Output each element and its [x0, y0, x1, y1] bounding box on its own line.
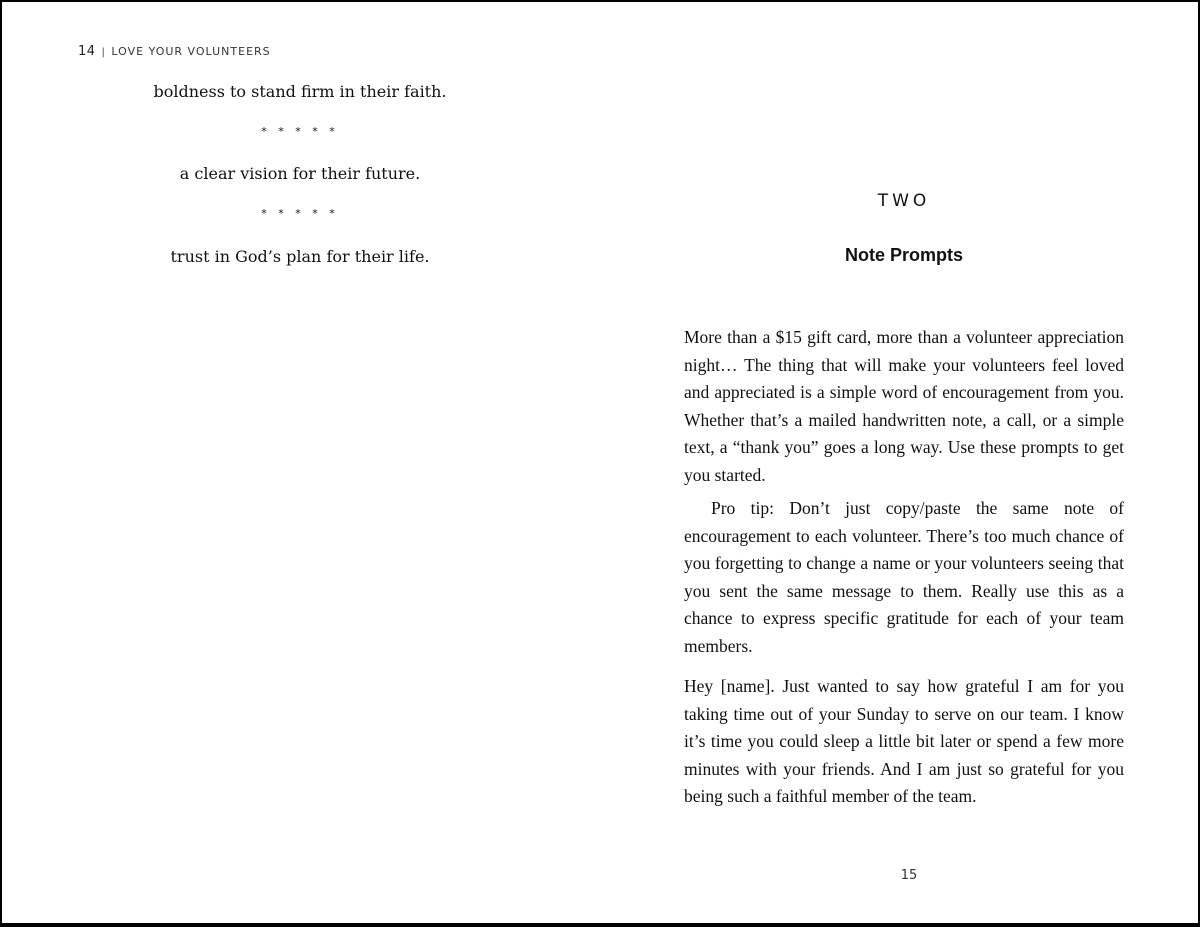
- header-page-number: 14: [78, 44, 96, 59]
- body-paragraph-prompt: Hey [name]. Just wanted to say how grateful I am for you taking time out of your Sunday to serve on our team. I know it’s time you could sleep a little bit later or spend a few more minutes with your friends. And I am just so grateful for you being such a faithful member of the team.: [684, 676, 1124, 806]
- prayer-line-3: trust in God’s plan for their life.: [170, 247, 430, 266]
- body-paragraph-intro: More than a $15 gift card, more than a volunteer appreciation night… The thing that will make your volunteers feel loved and appreciated is a simple word of encouragement from you. Whether that’s a mailed handwritten note, a call, or a simple text, a “thank you” goes a long way. Use these prompts to get you started.: [684, 327, 1124, 485]
- header-separator: |: [101, 47, 106, 58]
- section-divider-2: * * * * *: [261, 207, 339, 220]
- prayer-line-2: a clear vision for their future.: [179, 164, 421, 183]
- prayer-line-1: boldness to stand firm in their faith.: [153, 82, 447, 101]
- header-book-title: LOVE YOUR VOLUNTEERS: [111, 45, 271, 58]
- section-divider-1: * * * * *: [261, 125, 339, 138]
- body-paragraph-pro-tip: Pro tip: Don’t just copy/paste the same note of encouragement to each volunteer. There’s too much chance of you forgetting to change a name or your volunteers seeing that you sent the same message to them. Really use this as a chance to express specific gratitude for each of your team members.: [684, 498, 1124, 656]
- chapter-title: Note Prompts: [844, 245, 963, 265]
- chapter-number: TWO: [877, 191, 931, 211]
- running-header: [78, 44, 271, 59]
- footer-page-number: 15: [900, 868, 918, 883]
